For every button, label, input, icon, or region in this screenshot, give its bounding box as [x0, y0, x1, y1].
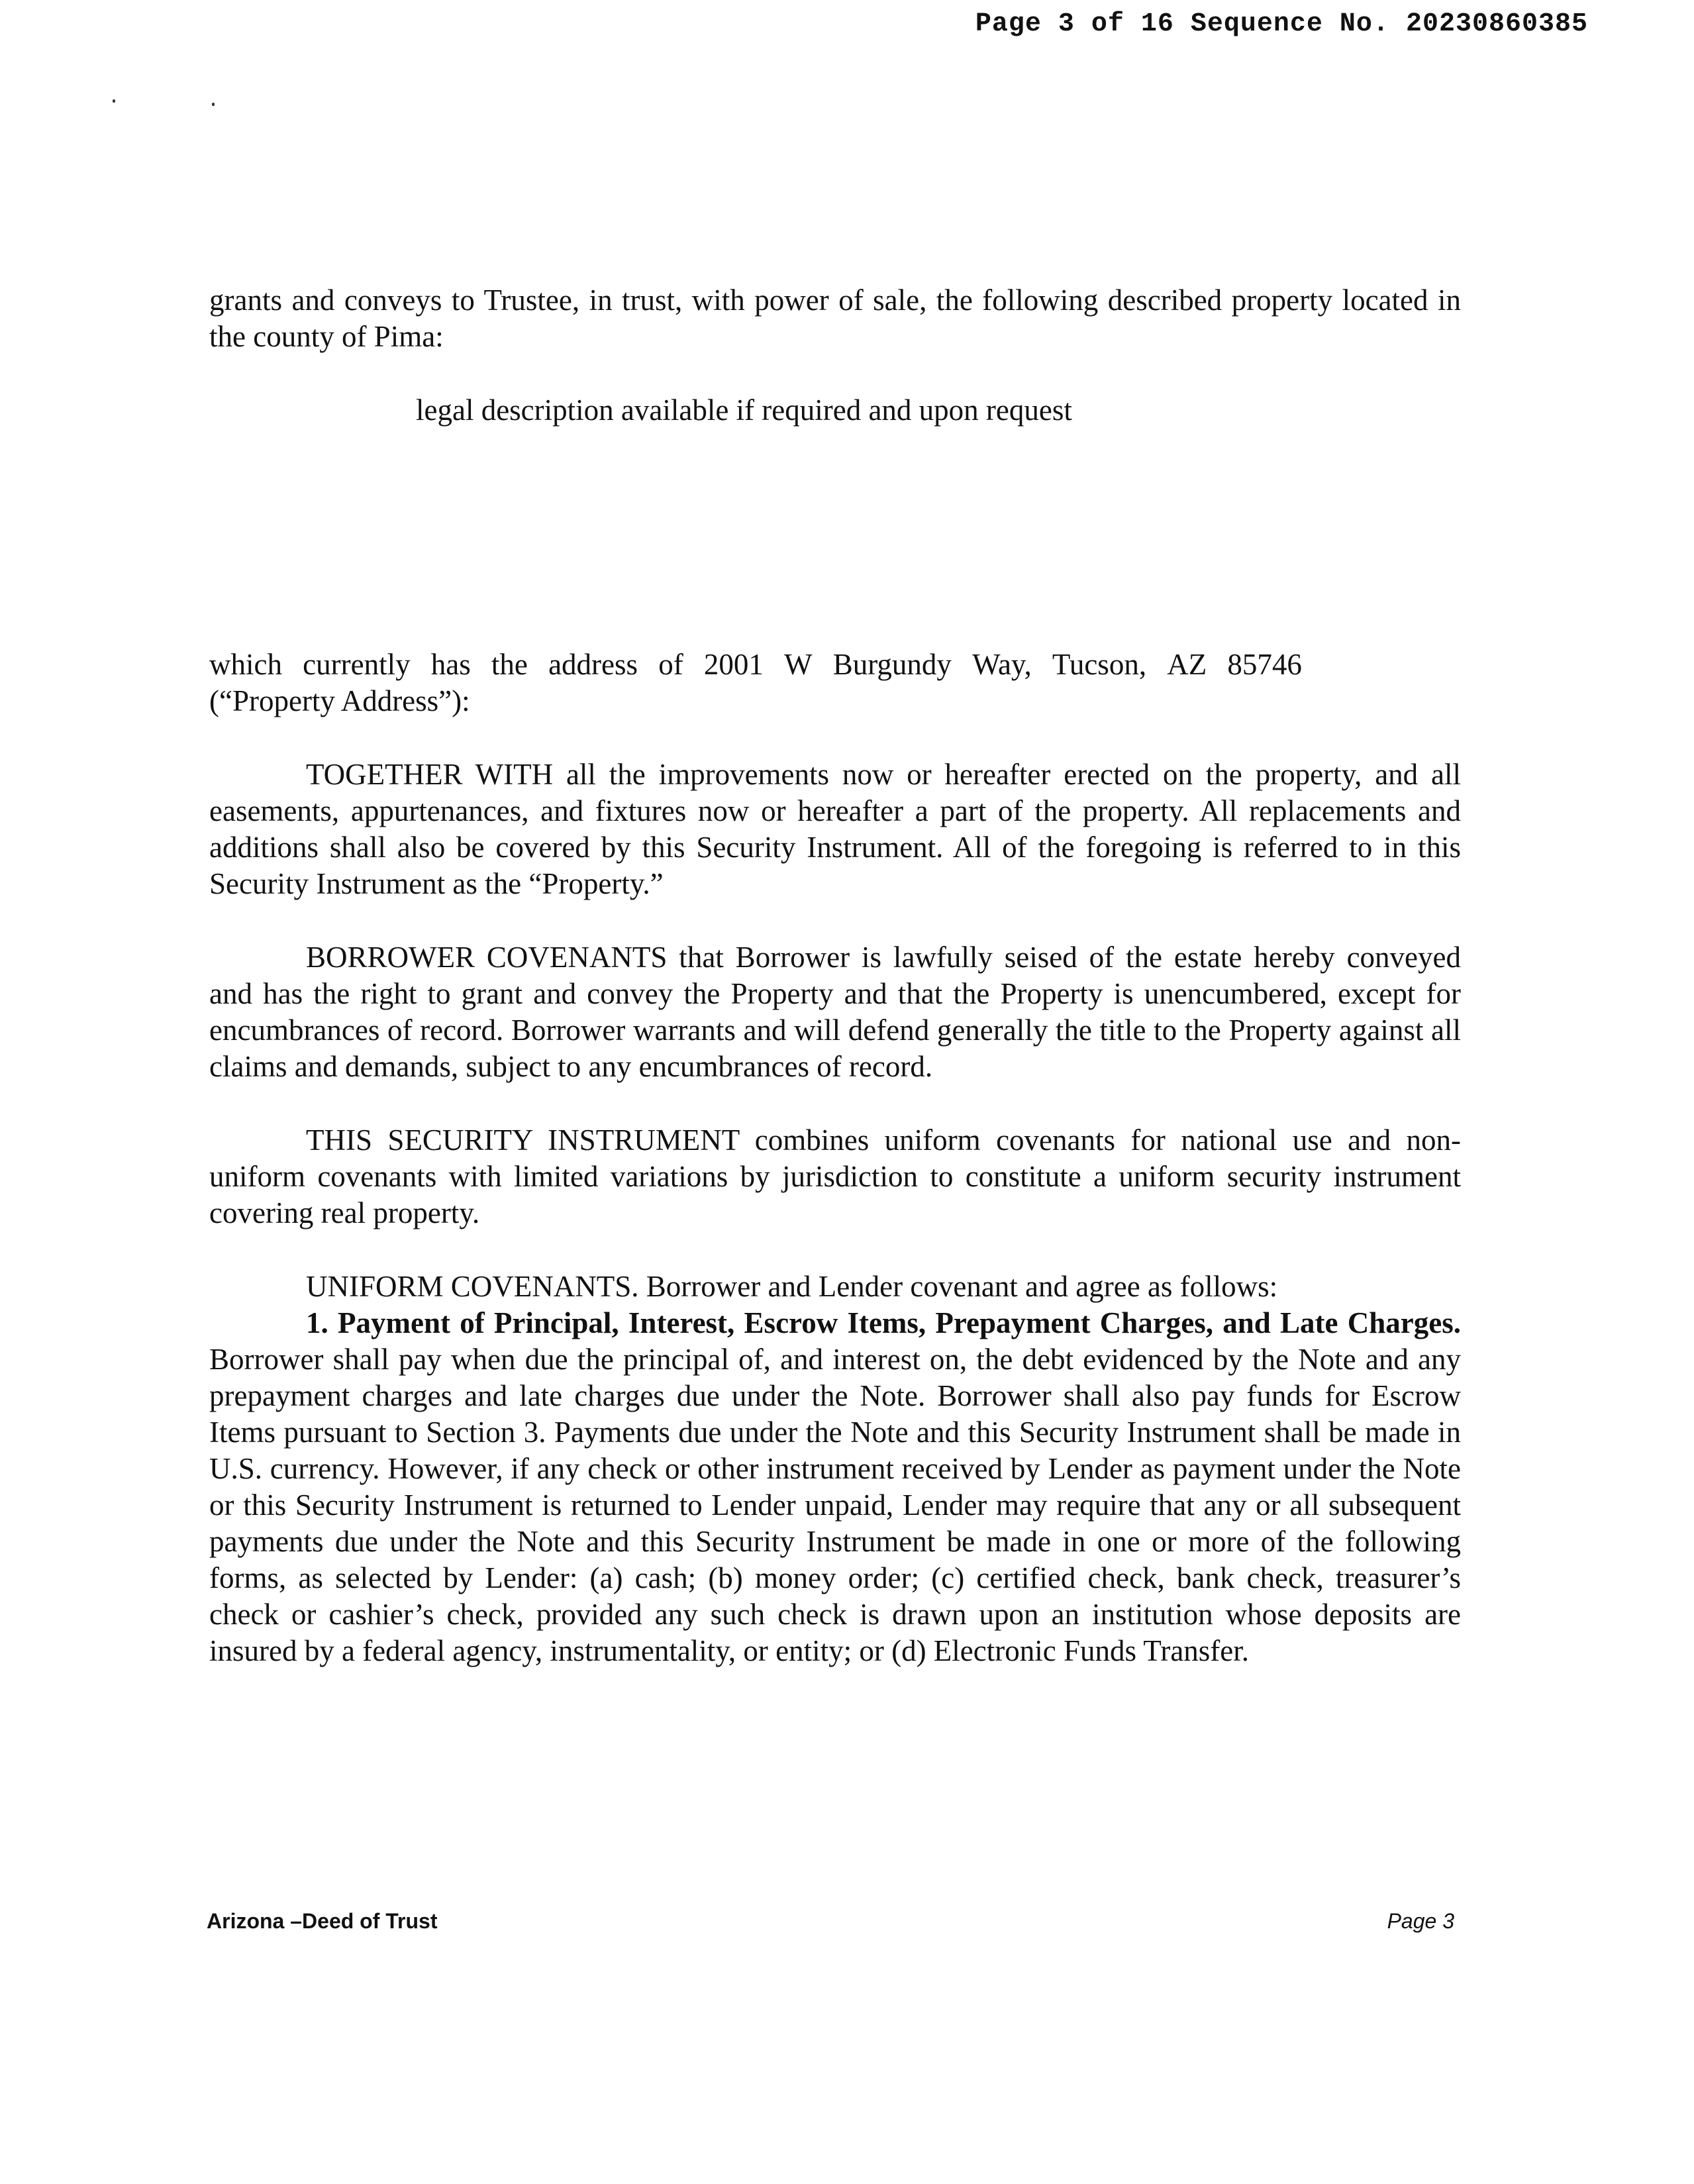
address-word: W — [784, 648, 813, 681]
borrower-covenants-paragraph: BORROWER COVENANTS that Borrower is lawfully seised of the estate hereby conveyed and has the right to grant and convey the Property and that the Property is unencumbered, except for encumbrances of record. Borrower warrants and will defend generally the title to the Property against all claims and demands, subject to any encumbrances of record. — [209, 941, 1461, 1083]
scan-speck — [212, 103, 215, 106]
address-word: the — [491, 648, 528, 681]
address-word: Tucson, — [1052, 648, 1147, 681]
address-word: which — [209, 648, 282, 681]
legal-description: legal description available if required and upon request — [416, 393, 1072, 427]
address-word: Burgundy — [832, 648, 952, 681]
address-word: has — [430, 648, 471, 681]
footer-form-title: Arizona –Deed of Trust — [207, 1909, 438, 1933]
together-with-paragraph: TOGETHER WITH all the improvements now or hereafter erected on the property, and all easements, appurtenances, and fixtures now or hereafter a part of the property. All replacements and additions shall also be covered by this Security Instrument. All of the foregoing is referred to in this Security Instrument as the “Property.” — [209, 758, 1461, 900]
address-word: 85746 — [1227, 648, 1302, 681]
uniform-covenants-intro: UNIFORM COVENANTS. Borrower and Lender covenant and agree as follows: — [306, 1270, 1278, 1303]
security-instrument-paragraph: THIS SECURITY INSTRUMENT combines uniform covenants for national use and non-uniform covenants with limited variations by jurisdiction to constitute a uniform security instrument covering real property. — [209, 1123, 1461, 1229]
section-1-heading: 1. Payment of Principal, Interest, Escrow Items, Prepayment Charges, and Late Charges. — [306, 1306, 1461, 1339]
intro-paragraph: grants and conveys to Trustee, in trust, with power of sale, the following described property located in the county of Pima: — [209, 284, 1461, 353]
address-word: of — [658, 648, 683, 681]
address-word: currently — [303, 648, 411, 681]
address-word: Way, — [972, 648, 1032, 681]
address-word: address — [548, 648, 638, 681]
section-1-paragraph — [209, 1305, 1461, 1669]
section-1-body: Borrower shall pay when due the principal of, and interest on, the debt evidenced by the Note and any prepayment charges and late charges due under the Note. Borrower shall also pay funds for Escrow Items pursuant to Section 3. Payments due under the Note and this Security Instrument shall be made in U.S. currency. However, if any check or other instrument received by Lender as payment under the Note or this Security Instrument is returned to Lender unpaid, Lender may require that any or all subsequent payments due under the Note and this Security Instrument be made in one or more of the following forms, as selected by Lender: (a) cash; (b) money order; (c) certified check, bank check, treasurer’s check or cashier’s check, provided any such check is drawn upon an institution whose deposits are insured by a federal agency, instrumentality, or entity; or (d) Electronic Funds Transfer. — [209, 1343, 1461, 1667]
address-word: AZ — [1167, 648, 1207, 681]
sequence-header: Page 3 of 16 Sequence No. 20230860385 — [975, 9, 1588, 39]
footer-page-number: Page 3 — [1387, 1909, 1454, 1933]
scan-speck — [113, 99, 115, 103]
address-word: 2001 — [703, 648, 764, 681]
property-address-line — [209, 647, 1302, 683]
property-address-label: (“Property Address”): — [209, 684, 470, 717]
